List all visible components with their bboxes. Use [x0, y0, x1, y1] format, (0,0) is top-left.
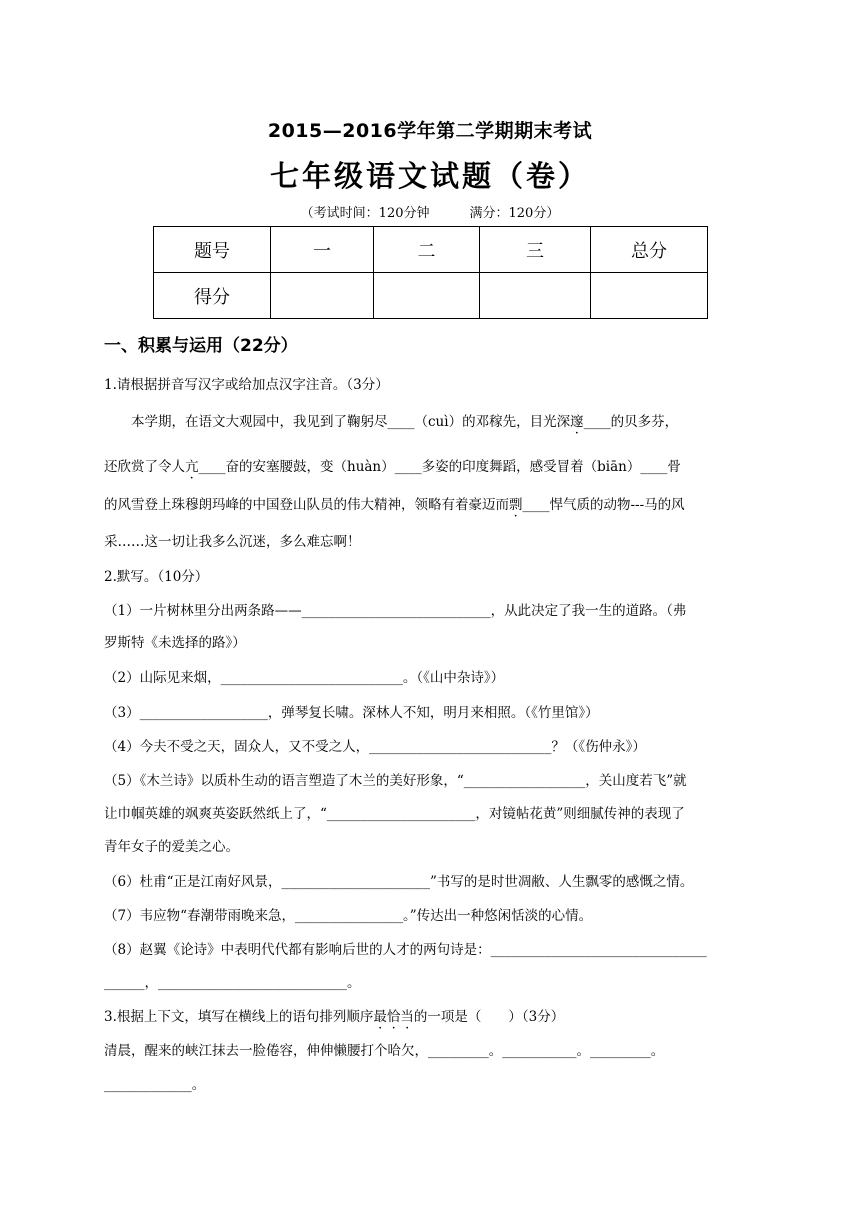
question-2-item-5-cont: 让巾帼英雄的飒爽英姿跃然纸上了，“______________________，对镜帖花黄”则细腻传神的表现了 [104, 806, 685, 822]
header-cell-part-1: 一 [271, 227, 374, 273]
question-2-item-3: （3）___________________，弹琴复长啸。深林人不知，明月来相照。（《竹里馆》） [104, 705, 599, 721]
dotted-char: 剽 [509, 497, 523, 513]
question-2-item-7: （7）韦应物“春潮带雨晚来急，________________。”传达出一种悠闲恬淡的心情。 [104, 908, 593, 924]
score-table-score-row [154, 273, 708, 319]
question-2-item-1-cont: 罗斯特《未选择的路》） [104, 635, 246, 651]
header-cell-question-number: 题号 [154, 227, 271, 273]
exam-year-title: 2015—2016学年第二学期期末考试 [267, 120, 593, 142]
question-1-line-4: 采……这一切让我多么沉迷，多么难忘啊！ [104, 534, 361, 550]
score-cell-total[interactable] [591, 273, 708, 319]
question-1-line-2: 还欣赏了令人亢____奋的安塞腰鼓，变（huàn）____多姿的印度舞蹈，感受冒着（biān）____骨 [104, 459, 681, 475]
dotted-char: 邃 [570, 414, 584, 430]
question-2-item-6: （6）杜甫“正是江南好风景，______________________”书写的是时世凋敝、人生飘零的感慨之情。 [104, 874, 694, 890]
exam-main-title: 七年级语文试题（卷） [269, 159, 590, 193]
question-1-prompt: 1.请根据拼音写汉字或给加点汉字注音。（3分） [104, 377, 389, 393]
question-2-prompt: 2.默写。（10分） [104, 569, 209, 585]
question-2-item-2: （2）山际见来烟，___________________________。（《山中杂诗》） [104, 670, 505, 686]
score-table-header-row [154, 227, 708, 273]
question-2-item-8: （8）赵翼《论诗》中表明代代都有影响后世的人才的两句诗是：________________________________ [104, 942, 707, 958]
full-score: 满分：120分） [469, 206, 560, 221]
question-2-item-8-cont: ______，____________________________。 [104, 975, 361, 991]
dotted-char: 当 [400, 1009, 414, 1025]
score-row-label: 得分 [154, 273, 271, 319]
exam-time: （考试时间：120分钟 [300, 206, 430, 221]
question-2-item-1: （1）一片树林里分出两条路——____________________________，从此决定了我一生的道路。（弗 [104, 603, 687, 619]
dotted-char: 亢 [185, 459, 199, 475]
score-cell-part-1[interactable] [271, 273, 374, 319]
section-heading: 一、积累与运用（22分） [104, 336, 298, 356]
question-1-line-1: 本学期，在语文大观园中，我见到了鞠躬尽____（cuì）的邓稼先，目光深邃____的贝多芬， [131, 414, 679, 430]
score-cell-part-2[interactable] [374, 273, 480, 319]
header-cell-part-2: 二 [374, 227, 480, 273]
question-3-prompt: 3.根据上下文，填写在横线上的语句排列顺序最恰当的一项是（ ）（3分） [104, 1009, 565, 1025]
question-3-line-2: _____________。 [104, 1077, 206, 1093]
score-table [153, 226, 708, 319]
question-2-item-5: （5）《木兰诗》以质朴生动的语言塑造了木兰的美好形象，“__________________，关山度若飞”就 [104, 773, 687, 789]
header-cell-part-3: 三 [480, 227, 591, 273]
question-3-line-1: 清晨，醒来的峡江抹去一脸倦容，伸伸懒腰打个哈欠，_________。___________。_________。 [104, 1043, 665, 1059]
question-2-item-4: （4）今夫不受之天，固众人，又不受之人，___________________________？（《伤仲永》） [104, 739, 646, 755]
header-cell-total: 总分 [591, 227, 708, 273]
dotted-char: 恰 [386, 1009, 401, 1025]
question-1-line-3: 的风雪登上珠穆朗玛峰的中国登山队员的伟大精神，领略有着豪迈而剽____悍气质的动物---马的风 [104, 497, 685, 513]
score-cell-part-3[interactable] [480, 273, 591, 319]
question-2-item-5-cont-2: 青年女子的爱美之心。 [104, 839, 239, 855]
exam-info [0, 202, 860, 221]
dotted-char: 最 [373, 1009, 387, 1025]
